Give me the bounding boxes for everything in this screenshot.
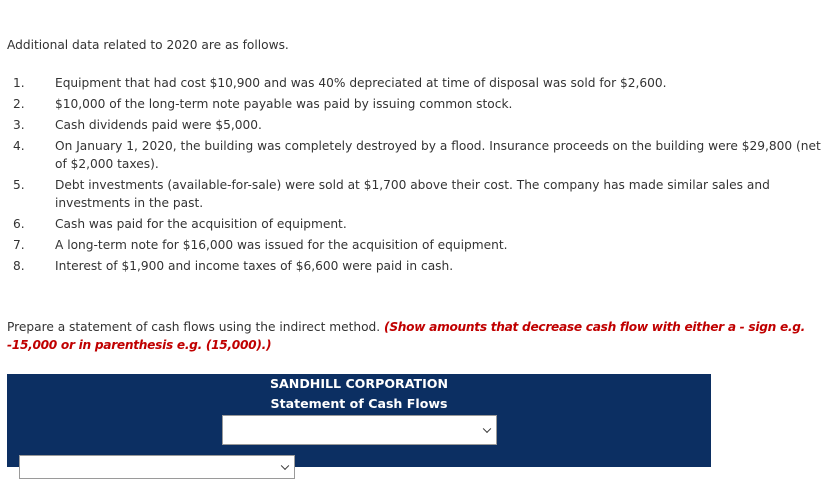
company-name: SANDHILL CORPORATION <box>269 376 449 391</box>
statement-header <box>7 374 711 467</box>
list-item <box>13 137 825 173</box>
row-1-select[interactable] <box>19 455 295 479</box>
item-number: 3. <box>13 118 25 132</box>
item-text: Cash was paid for the acquisition of equipment. <box>55 217 347 231</box>
list-item <box>13 176 825 212</box>
item-text: On January 1, 2020, the building was completely destroyed by a flood. Insurance proceeds on the building were $29,800 (net of $2,000 taxes). <box>55 139 821 171</box>
additional-data-list <box>13 74 825 278</box>
item-number: 8. <box>13 259 25 273</box>
instruction-hint: (Show amounts that decrease cash flow with either a - sign e.g. -15,000 or in parenthesis e.g. (15,000).) <box>7 320 806 352</box>
intro-text: Additional data related to 2020 are as follows. <box>7 38 289 52</box>
item-number: 2. <box>13 97 25 111</box>
list-item <box>13 236 825 254</box>
list-item <box>13 215 825 233</box>
list-item <box>13 95 825 113</box>
chevron-down-icon <box>281 462 289 470</box>
list-item <box>13 257 825 275</box>
item-text: Equipment that had cost $10,900 and was 40% depreciated at time of disposal was sold for $2,600. <box>55 76 667 90</box>
period-select[interactable] <box>222 415 497 445</box>
list-item <box>13 116 825 134</box>
chevron-down-icon <box>483 425 491 433</box>
item-text: Cash dividends paid were $5,000. <box>55 118 262 132</box>
instruction-text <box>7 318 825 354</box>
item-number: 4. <box>13 139 25 153</box>
item-number: 7. <box>13 238 25 252</box>
instruction-main: Prepare a statement of cash flows using the indirect method. <box>7 320 381 334</box>
item-number: 5. <box>13 178 25 192</box>
item-text: Interest of $1,900 and income taxes of $6,600 were paid in cash. <box>55 259 454 273</box>
item-text: A long-term note for $16,000 was issued for the acquisition of equipment. <box>55 238 508 252</box>
item-text: Debt investments (available-for-sale) were sold at $1,700 above their cost. The company has made similar sales and investments in the past. <box>55 178 770 210</box>
statement-title: Statement of Cash Flows <box>270 396 448 411</box>
list-item <box>13 74 825 92</box>
item-text: $10,000 of the long-term note payable was paid by issuing common stock. <box>55 97 513 111</box>
item-number: 1. <box>13 76 25 90</box>
item-number: 6. <box>13 217 25 231</box>
